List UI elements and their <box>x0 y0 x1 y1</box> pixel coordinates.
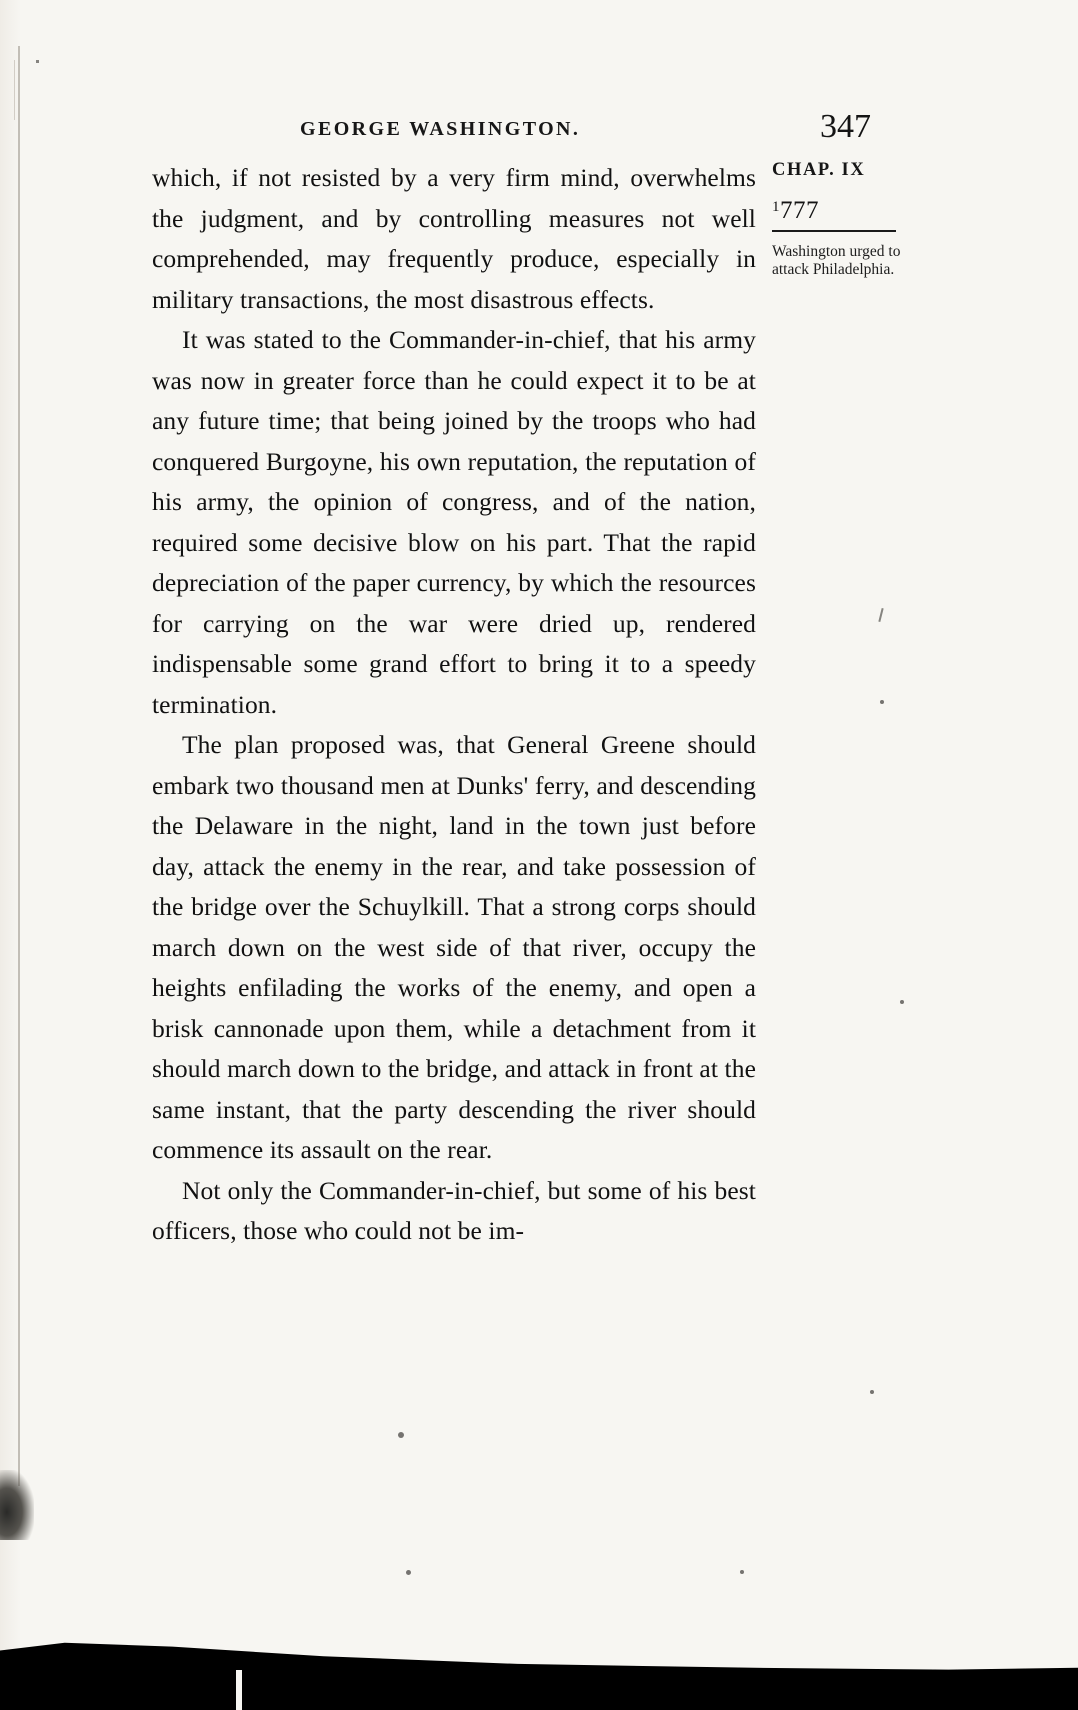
page-number: 347 <box>820 108 871 145</box>
scan-blot <box>0 1470 34 1540</box>
margin-notes <box>772 160 952 279</box>
year-block <box>772 197 896 232</box>
paragraph-1: which, if not resisted by a very firm mind, overwhelms the judgment, and by controlling measures not well comprehended, may frequently produce, especially in military transactions, the most disastrous effects. <box>152 163 756 314</box>
scan-speck <box>900 1000 904 1004</box>
side-note: Washington urged to attack Philadelphia. <box>772 243 901 278</box>
scan-bottom-shadow <box>0 1614 1078 1710</box>
scan-speck <box>880 700 884 704</box>
scan-speck <box>740 1570 744 1574</box>
scan-tick <box>878 608 883 622</box>
scan-left-edge <box>0 0 30 1710</box>
running-head: GEORGE WASHINGTON. <box>300 118 581 140</box>
year-superscript: 1 <box>772 199 780 215</box>
paragraph-3: The plan proposed was, that General Greene should embark two thousand men at Dunks' ferry, and descending the Delaware in the night, land in the town just before day, attack the enemy in the rear, and take possession of the bridge over the Schuylkill. That a strong corps should march down on the west side of that river, occupy the heights enfilading the works of the enemy, and open a brisk cannonade upon them, while a detachment from it should march down to the bridge, and attack in front at the same instant, that the party descending the river should commence its assault on the rear. <box>152 730 756 1164</box>
paragraph-2: It was stated to the Commander-in-chief, that his army was now in greater force than he could expect it to be at any future time; that being joined by the troops who had conquered Burgoyne, his own reputation, the reputation of his army, the opinion of congress, and of the nation, required some decisive blow on his part. That the rapid depreciation of the paper currency, by which the resources for carrying on the war were dried up, rendered indispensable some grand effort to bring it to a speedy termination. <box>152 325 756 719</box>
scan-tick <box>36 60 39 63</box>
year-digits: 777 <box>780 197 819 224</box>
chapter-label: CHAP. IX <box>772 160 866 180</box>
margin-rule <box>772 230 896 232</box>
scan-speck <box>870 1390 874 1394</box>
text-column <box>152 158 756 1252</box>
page-header <box>0 108 1078 148</box>
scan-binding-line <box>18 46 20 1486</box>
scan-speck <box>398 1432 404 1438</box>
scan-bottom-notch <box>236 1670 242 1710</box>
year-label <box>772 197 896 225</box>
paragraph-4: Not only the Commander-in-chief, but some of his best officers, those who could not be im- <box>152 1175 756 1245</box>
scan-speck <box>406 1570 411 1575</box>
